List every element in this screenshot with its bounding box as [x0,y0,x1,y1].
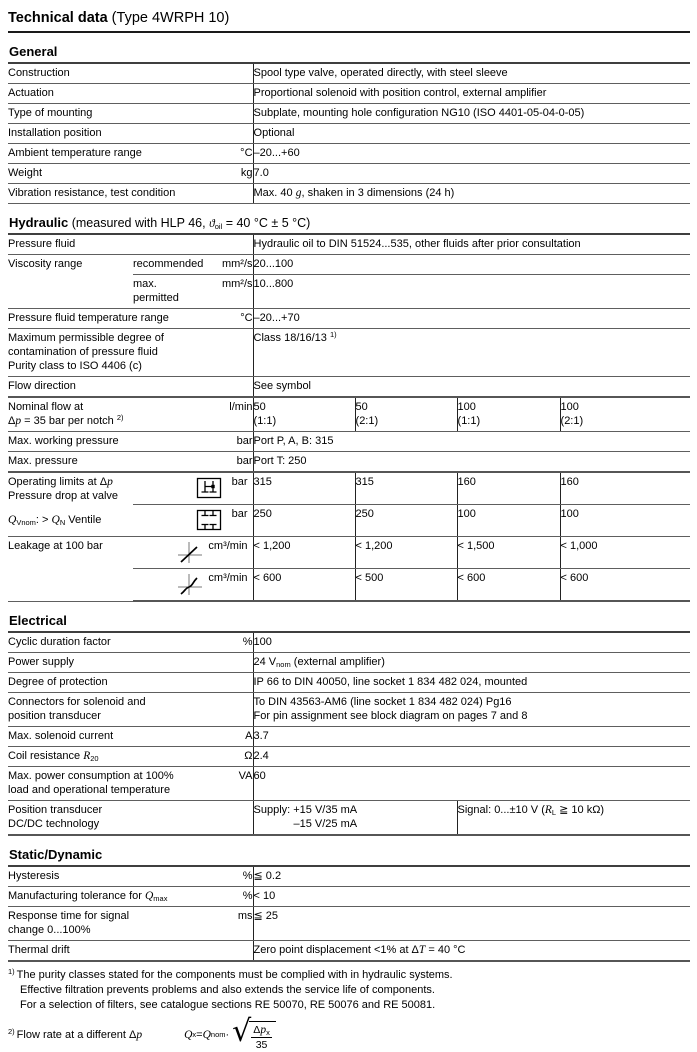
value-cell-3: 100 (1:1) [457,397,560,432]
value-cell-3: < 600 [457,569,560,602]
row-unit: cm³/min [208,540,248,552]
row-label: Type of mounting [8,104,253,124]
row-label: Degree of protection [8,673,253,693]
overlap-flow-curve-icon [177,572,203,596]
row-value: 2.4 [253,747,690,767]
row-cyclic-duration [8,632,690,653]
row-unit: mm²/s [200,275,253,309]
row-label: Hysteresis [8,866,200,887]
value-cell-4: 100 [560,505,690,537]
static-dynamic-table [8,865,690,962]
row-label: Ambient temperature range [8,144,200,164]
row-unit: bar [231,508,248,520]
row-viscosity-recommended [8,255,690,275]
row-unit: bar [231,476,248,488]
row-manufacturing-tolerance [8,887,690,907]
row-label: Construction [8,63,253,84]
row-unit: A [200,727,253,747]
row-label: Operating limits at Δp Pressure drop at valve $Q_{Vnom}$: > $Q_N$ Ventile [8,472,133,537]
row-power-supply [8,653,690,673]
value-cell-1: < 1,200 [253,537,355,569]
row-type-of-mounting [8,104,690,124]
value-cell-4: 100 (2:1) [560,397,690,432]
row-label: Max. working pressure [8,432,200,452]
closed-center-valve-symbol-icon [196,509,222,531]
row-unit: % [200,866,253,887]
symbol-unit-cell [133,472,253,505]
value-cell-1: 50 (1:1) [253,397,355,432]
row-label: Weight [8,164,200,184]
row-unit: ms [200,907,253,941]
row-unit: % [200,887,253,907]
value-cell-3: 100 [457,505,560,537]
row-value: Port P, A, B: 315 [253,432,690,452]
row-label: Connectors for solenoid and position transducer [8,693,253,727]
row-value: Zero point displacement <1% at ΔT = 40 °C [253,941,690,962]
row-label: Flow direction [8,377,253,398]
row-fluid-temperature [8,309,690,329]
square-root [232,1014,276,1052]
row-label: Maximum permissible degree of contamination of pressure fluid Purity class to ISO 4406 (c) [8,329,253,377]
page-title-main: Technical data [8,10,108,26]
row-label: Power supply [8,653,253,673]
row-label: Manufacturing tolerance for $Q_{max}$ [8,887,200,907]
symbol-unit-cell [133,505,253,537]
row-unit: % [200,632,253,653]
fraction: $\frac{\Delta p_x}{35}$ [253,1024,270,1051]
row-sublabel: recommended [133,255,200,275]
directional-valve-symbol-icon [196,477,222,499]
row-value: Hydraulic oil to DIN 51524...535, other fluids after prior consultation [253,234,690,255]
value-cell-2: < 500 [355,569,457,602]
value-cell-1: 315 [253,472,355,505]
value-cell-2: 250 [355,505,457,537]
row-max-working-pressure [8,432,690,452]
row-label: Max. solenoid current [8,727,200,747]
value-cell-2: 315 [355,472,457,505]
footnote-2-text: $^{2)}$ Flow rate at a different Δp [8,1026,143,1041]
section-heading-electrical: Electrical [9,613,67,628]
row-flow-direction [8,377,690,398]
row-actuation [8,84,690,104]
row-label: Max. power consumption at 100% load and operational temperature [8,767,200,801]
row-value: 24 $V_{nom}$ (external amplifier) [253,653,690,673]
row-value: ≦ 0.2 [253,866,690,887]
row-max-solenoid-current [8,727,690,747]
row-unit: VA [200,767,253,801]
row-label: Leakage at 100 bar [8,537,133,602]
row-value: 20...100 [253,255,690,275]
row-unit: °C [200,144,253,164]
row-label: Actuation [8,84,253,104]
row-unit: °C [200,309,253,329]
row-value: To DIN 43563-AM6 (line socket 1 834 482 024) Pg16 For pin assignment see block diagram on pages 7 and 8 [253,693,690,727]
row-value: Class 18/16/13 $^{1)}$ [253,329,690,377]
flow-rate-formula: Q x = Q nom · √ $\frac{\Delta p_x}{35}$ [184,1017,276,1052]
row-label: Installation position [8,124,253,144]
row-value: ≦ 25 [253,907,690,941]
footnote-1 [8,968,690,1013]
page-title [8,8,690,26]
row-value: Optional [253,124,690,144]
row-value: 3.7 [253,727,690,747]
row-value: –20...+70 [253,309,690,329]
value-cell-1: < 600 [253,569,355,602]
value-cell-1: 250 [253,505,355,537]
value-cell-4: 160 [560,472,690,505]
row-value: Subplate, mounting hole configuration NG10 (ISO 4401-05-04-0-05) [253,104,690,124]
row-label: Viscosity range [8,255,133,309]
row-vibration-resistance [8,184,690,204]
row-coil-resistance [8,747,690,767]
row-max-pressure [8,452,690,473]
row-value: Port T: 250 [253,452,690,473]
row-value: Proportional solenoid with position control, external amplifier [253,84,690,104]
row-label: Position transducer DC/DC technology [8,801,253,836]
radical-sign: √ [232,1014,252,1049]
row-power-consumption [8,767,690,801]
zero-lap-flow-curve-icon [177,540,203,564]
row-label: Pressure fluid temperature range [8,309,200,329]
row-leakage-zero-lap [8,537,690,569]
transducer-supply-cell: Supply: +15 V/35 mA –15 V/25 mA [253,801,457,836]
footnote-ref-2: 2) [116,413,124,422]
value-cell-3: < 1,500 [457,537,560,569]
row-unit: cm³/min [208,572,248,584]
electrical-table [8,631,690,836]
footnote-1-line-3: For a selection of filters, see catalogue sections RE 50070, RE 50076 and RE 50081. [20,999,436,1011]
value-cell-4: < 1,000 [560,537,690,569]
section-heading-general: General [9,44,58,59]
row-thermal-drift [8,941,690,962]
row-value: 60 [253,767,690,801]
row-sublabel: max. permitted [133,275,200,309]
value-cell-2: 50 (2:1) [355,397,457,432]
row-label: Cyclic duration factor [8,632,200,653]
row-unit: bar [200,452,253,473]
row-value: 10...800 [253,275,690,309]
section-heading-hydraulic: Hydraulic (measured with HLP 46, $ϑ_{oil} = 40$ °C ± 5 °C) [9,215,311,231]
row-label: Thermal drift [8,941,253,962]
row-value: See symbol [253,377,690,398]
row-label: Max. pressure [8,452,200,473]
row-label: Nominal flow at Δp = 35 bar per notch $^{2)}$ [8,397,200,432]
row-degree-of-protection [8,673,690,693]
symbol-unit-cell [133,569,253,602]
row-construction [8,63,690,84]
title-rule [8,31,690,33]
footnote-1-line-1: $^{1)}$ The purity classes stated for the components must be complied with in hydraulic systems. [8,967,453,981]
row-operating-limits-open [8,472,690,505]
row-label: Pressure fluid [8,234,253,255]
row-position-transducer [8,801,690,836]
row-value: 100 [253,632,690,653]
row-label: Coil resistance $R_{20}$ [8,747,200,767]
symbol-unit-cell [133,537,253,569]
general-table [8,62,690,204]
row-contamination [8,329,690,377]
row-unit: l/min [200,397,253,432]
row-unit: Ω [200,747,253,767]
row-unit: kg [200,164,253,184]
row-label: Response time for signal change 0...100% [8,907,200,941]
row-value: < 10 [253,887,690,907]
row-nominal-flow [8,397,690,432]
row-ambient-temperature [8,144,690,164]
row-response-time [8,907,690,941]
footnote-2-marker: 2) [8,1026,15,1036]
footnote-1-marker: 1) [8,967,15,976]
row-value: –20...+60 [253,144,690,164]
hydraulic-table [8,233,690,602]
row-unit: mm²/s [200,255,253,275]
footnote-ref-1: 1) [329,330,337,339]
row-value: IP 66 to DIN 40050, line socket 1 834 482 024, mounted [253,673,690,693]
row-installation-position [8,124,690,144]
value-cell-4: < 600 [560,569,690,602]
row-connectors [8,693,690,727]
value-cell-2: < 1,200 [355,537,457,569]
row-value: Spool type valve, operated directly, with steel sleeve [253,63,690,84]
footnote-1-line-2: Effective filtration prevents problems and also extends the service life of components. [20,984,435,996]
row-value: 7.0 [253,164,690,184]
value-cell-3: 160 [457,472,560,505]
row-weight [8,164,690,184]
row-pressure-fluid [8,234,690,255]
row-unit: bar [200,432,253,452]
row-value: Max. 40 g, shaken in 3 dimensions (24 h) [253,184,690,204]
row-hysteresis [8,866,690,887]
footnote-2 [8,1014,690,1052]
transducer-signal-cell: Signal: 0...±10 V ($R_L$ ≧ 10 kΩ) [457,801,690,836]
row-label: Vibration resistance, test condition [8,184,253,204]
section-heading-static-dynamic: Static/Dynamic [9,847,103,862]
page-title-type: (Type 4WRPH 10) [107,10,230,26]
